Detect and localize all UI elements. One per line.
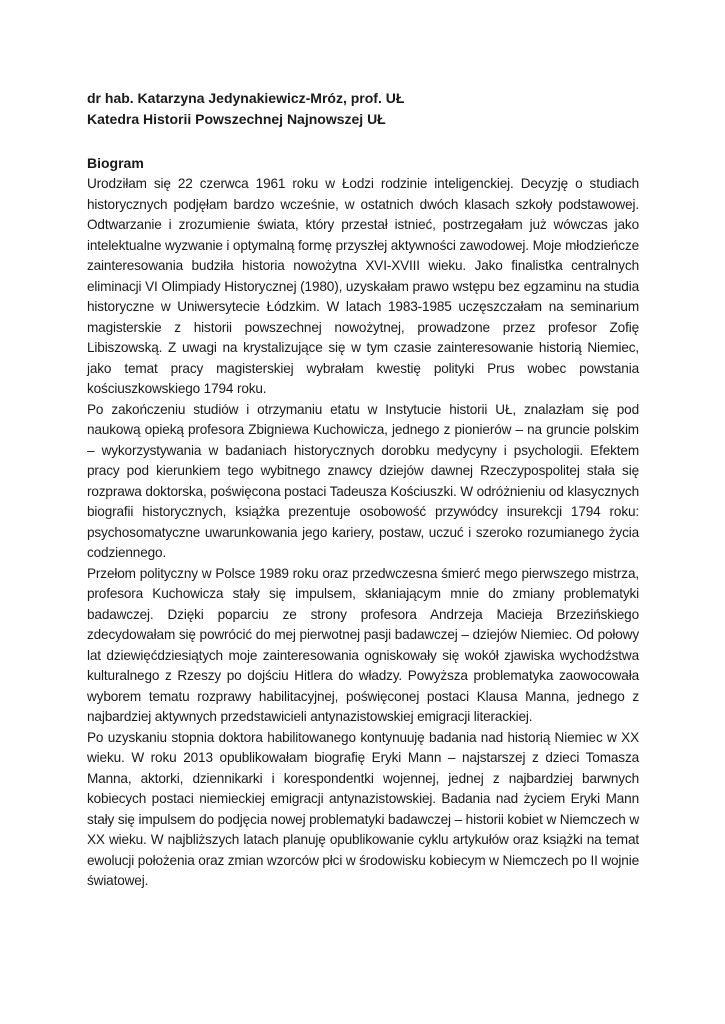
section-title: Biogram [87,155,144,171]
paragraph-4: Po uzyskaniu stopnia doktora habilitowanego kontynuuję badania nad historią Niemiec w XX wieku. W roku 2013 opublikowałam biografię Eryki Mann – najstarszej z dzieci Tomasza Manna, aktorki, dziennikarki i korespondentki wojennej, jednej z najbardziej barwnych kobiecych postaci niemieckiej emigracji antynazistowskiej. Badania nad życiem Eryki Mann stały się impulsem do podjęcia nowej problematyki badawczej – historii kobiet w Niemczech w XX wieku. W najbliższych latach planuję opublikowanie cyklu artykułów oraz książki na temat ewolucji położenia oraz zmian wzorców płci w środowisku kobiecym w Niemczech po II wojnie światowej. [87,729,639,888]
document-page [87,88,639,892]
paragraph-1: Urodziłam się 22 czerwca 1961 roku w Łodzi rodzinie inteligenckiej. Decyzję o studiach historycznych podjęłam bardzo wcześnie, w ostatnich dwóch klasach szkoły podstawowej. Odtwarzanie i zrozumienie świata, który przestał istnieć, postrzegałam już wówczas jako intelektualne wyzwanie i optymalną formę przyszłej aktywności zawodowej. Moje młodzieńcze zainteresowania budziła historia nowożytna XVI-XVIII wieku. Jako finalistka centralnych eliminacji VI Olimpiady Historycznej (1980), uzyskałam prawo wstępu bez egzaminu na studia historyczne w Uniwersytecie Łódzkim. W latach 1983-1985 uczęszczałam na seminarium magisterskie z historii powszechnej nowożytnej, prowadzone przez profesor Zofię Libiszowską. Z uwagi na krystalizujące się w tym czasie zainteresowanie historią Niemiec, jako temat pracy magisterskiej wybrałam kwestię polityki Prus wobec powstania kościuszkowskiego 1794 roku. [87,176,639,396]
department-line: Katedra Historii Powszechnej Najnowszej UŁ [87,111,386,127]
author-name-line: dr hab. Katarzyna Jedynakiewicz-Mróz, prof. UŁ [87,90,405,106]
paragraph-3: Przełom polityczny w Polsce 1989 roku oraz przedwczesna śmierć mego pierwszego mistrza, profesora Kuchowicza stały się impulsem, skłaniającym mnie do zmiany problematyki badawczej. Dzięki poparciu ze strony profesora Andrzeja Macieja Brzezińskiego zdecydowałam się powrócić do mej pierwotnej pasji badawczej – dziejów Niemiec. Od połowy lat dziewięćdziesiątych moje zainteresowania ogniskowały się wokół zjawiska wychodźstwa kulturalnego z Rzeszy po dojściu Hitlera do władzy. Powyższa problematyka zaowocowała wyborem tematu rozprawy habilitacyjnej, poświęconej postaci Klausa Manna, jednego z najbardziej aktywnych przedstawicieli antynazistowskiej emigracji literackiej. [87,565,639,724]
paragraph-2: Po zakończeniu studiów i otrzymaniu etatu w Instytucie historii UŁ, znalazłam się pod naukową opieką profesora Zbigniewa Kuchowicza, jednego z pionierów – na gruncie polskim – wykorzystywania w badaniach historycznych dorobku medycyny i psychologii. Efektem pracy pod kierunkiem tego wybitnego znawcy dziejów dawnej Rzeczypospolitej stała się rozprawa doktorska, poświęcona postaci Tadeusza Kościuszki. W odróżnieniu od klasycznych biografii historycznych, książka prezentuje osobowość przywódcy insurekcji 1794 roku: psychosomatyczne uwarunkowania jego kariery, postaw, uczuć i szeroko rozumianego życia codziennego. [87,401,639,560]
